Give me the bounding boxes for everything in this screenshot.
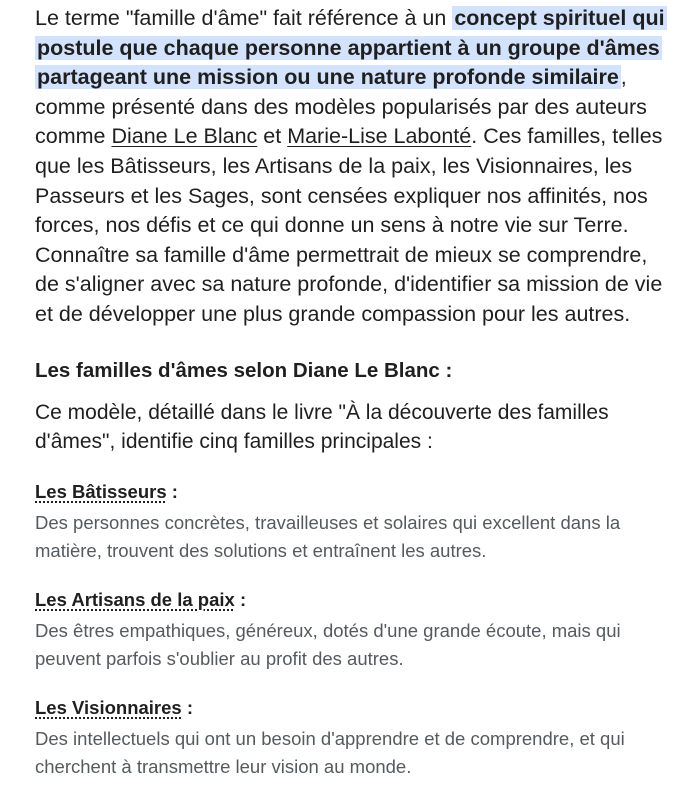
family-description: Des êtres empathiques, généreux, dotés d'une grande écoute, mais qui peuvent parfois s'oublier au profit des autres. <box>35 619 621 669</box>
section-heading: Les familles d'âmes selon Diane Le Blanc : <box>35 358 453 382</box>
family-title-suffix: : <box>166 480 178 502</box>
author-link-marie-lise-labonte[interactable]: Marie-Lise Labonté <box>287 124 472 149</box>
family-title <box>35 479 675 505</box>
intro-connector: et <box>257 124 288 149</box>
intro-after-highlight: , comme présenté dans des modèles popularisés par des auteurs comme <box>35 65 647 149</box>
intro-rest: . Ces familles, telles que les Bâtisseurs, les Artisans de la paix, les Visionnaires, les Passeurs et les Sages, sont censées expliquer nos affinités, nos forces, nos défis et ce qui donne un sens à notre vie sur Terre. Connaître sa famille d'âme permettrait de mieux se comprendre, de s'aligner avec sa nature profonde, d'identifier sa mission de vie et de développer une plus grande compassion pour les autres. <box>35 124 663 326</box>
family-title-suffix: : <box>234 588 247 610</box>
family-description: Des personnes concrètes, travailleuses et solaires qui excellent dans la matière, trouvent des solutions et entraînent les autres. <box>35 511 621 561</box>
family-title <box>35 587 675 613</box>
section-intro: Ce modèle, détaillé dans le livre "À la découverte des familles d'âmes", identifie cinq familles principales : <box>35 400 609 454</box>
family-item-visionnaires <box>35 695 675 781</box>
family-item-batisseurs <box>35 479 675 565</box>
family-name-link[interactable]: Les Visionnaires <box>35 696 182 718</box>
author-link-diane-le-blanc[interactable]: Diane Le Blanc <box>111 124 258 149</box>
family-title <box>35 695 675 721</box>
family-name-link[interactable]: Les Bâtisseurs <box>35 480 167 502</box>
family-item-artisans-de-la-paix <box>35 587 675 673</box>
intro-before-highlight: Le terme "famille d'âme" fait référence à un <box>35 6 453 30</box>
family-title-suffix: : <box>181 696 194 718</box>
family-description: Des intellectuels qui ont un besoin d'apprendre et de comprendre, et qui cherchent à transmettre leur vision au monde. <box>35 727 625 777</box>
response-content <box>35 4 675 781</box>
family-name-link[interactable]: Les Artisans de la paix <box>35 588 235 610</box>
highlighted-concept[interactable]: concept spirituel qui postule que chaque personne appartient à un groupe d'âmes partageant une mission ou une nature profonde similaire <box>37 6 665 90</box>
intro-paragraph <box>35 4 675 330</box>
